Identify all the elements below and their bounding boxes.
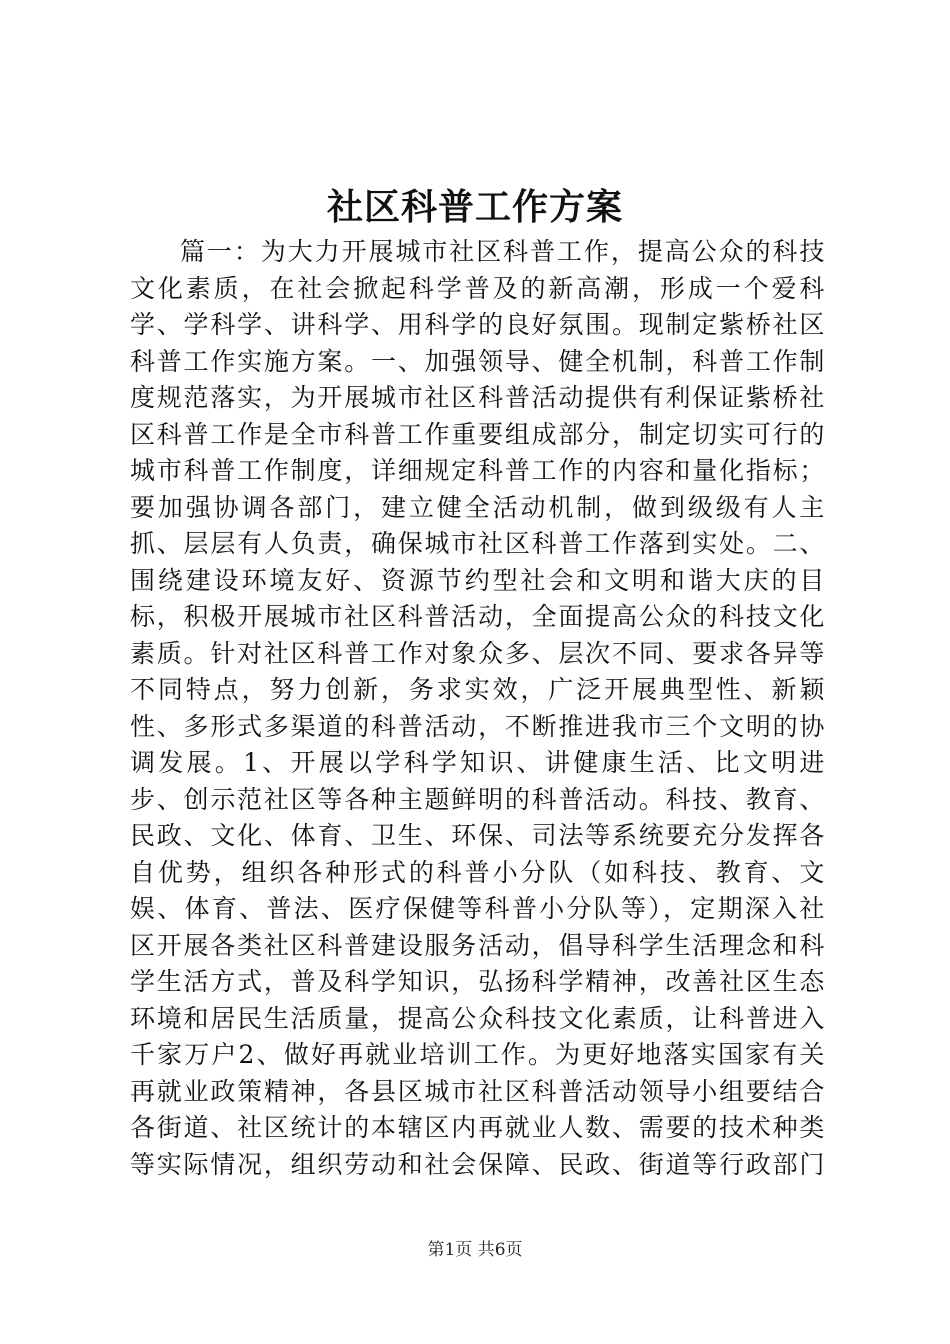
page-number-footer: 第1页 共6页 bbox=[427, 1240, 523, 1260]
document-title: 社区科普工作方案 bbox=[326, 186, 623, 228]
document-body-paragraph: 篇一：为大力开展城市社区科普工作，提高公众的科技文化素质，在社会掀起科学普及的新高潮，形成一个爱科学、学科学、讲科学、用科学的良好氛围。现制定紫桥社区科普工作实施方案。一、加强领导、健全机制，科普工作制度规范落实，为开展城市社区科普活动提供有利保证紫桥社区科普工作是全市科普工作重要组成部分，制定切实可行的城市科普工作制度，详细规定科普工作的内容和量化指标；要加强协调各部门，建立健全活动机制，做到级级有人主抓、层层有人负责，确保城市社区科普工作落到实处。二、围绕建设环境友好、资源节约型社会和文明和谐大庆的目标，积极开展城市社区科普活动，全面提高公众的科技文化素质。针对社区科普工作对象众多、层次不同、要求各异等不同特点，努力创新，务求实效，广泛开展典型性、新颖性、多形式多渠道的科普活动，不断推进我市三个文明的协调发展。1、开展以学科学知识、讲健康生活、比文明进步、创示范社区等各种主题鲜明的科普活动。科技、教育、民政、文化、体育、卫生、环保、司法等系统要充分发挥各自优势，组织各种形式的科普小分队（如科技、教育、文娱、体育、普法、医疗保健等科普小分队等），定期深入社区开展各类社区科普建设服务活动，倡导科学生活理念和科学生活方式，普及科学知识，弘扬科学精神，改善社区生态环境和居民生活质量，提高公众科技文化素质，让科普进入千家万户2、做好再就业培训工作。为更好地落实国家有关再就业政策精神，各县区城市社区科普活动领导小组要结合各街道、社区统计的本辖区内再就业人数、需要的技术种类等实际情况，组织劳动和社会保障、民政、街道等行政部门 bbox=[130, 237, 826, 1179]
